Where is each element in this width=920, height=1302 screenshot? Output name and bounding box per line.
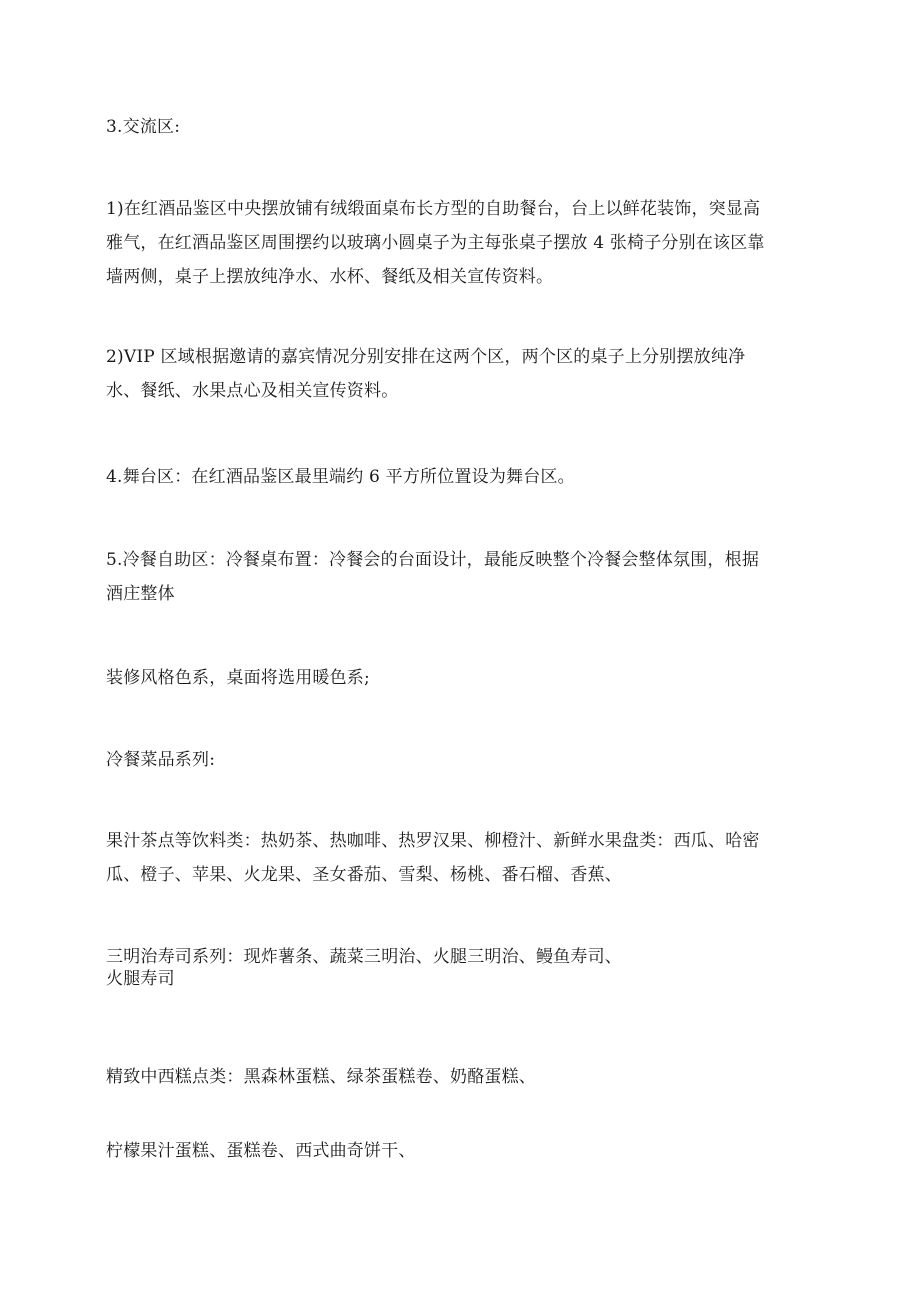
- text-line: 1)在红酒品鉴区中央摆放铺有绒缎面桌布长方型的自助餐台，台上以鲜花装饰，突显高: [106, 199, 761, 219]
- text-line: 柠檬果汁蛋糕、蛋糕卷、西式曲奇饼干、: [106, 1141, 416, 1161]
- paragraph-cold-buffet-area: [106, 543, 818, 611]
- text-line: 装修风格色系，桌面将选用暖色系;: [106, 668, 370, 688]
- paragraph-pastries: [106, 1060, 818, 1094]
- text-line: 3.交流区:: [106, 117, 181, 137]
- text-line: 瓜、橙子、苹果、火龙果、圣女番茄、雪梨、杨桃、番石榴、香蕉、: [106, 865, 622, 885]
- text-line: 墙两侧，桌子上摆放纯净水、水杯、餐纸及相关宣传资料。: [106, 267, 554, 287]
- text-line: 雅气，在红酒品鉴区周围摆约以玻璃小圆桌子为主每张桌子摆放 4 张椅子分别在该区靠: [106, 233, 765, 253]
- text-line: 精致中西糕点类：黑森林蛋糕、绿茶蛋糕卷、奶酪蛋糕、: [106, 1067, 536, 1087]
- text-line: 水、餐纸、水果点心及相关宣传资料。: [106, 381, 399, 401]
- paragraph-wine-tasting-layout: [106, 192, 818, 294]
- heading-exchange-area: [106, 110, 818, 144]
- paragraph-sandwich-sushi: [106, 946, 818, 990]
- text-line: 三明治寿司系列：现炸薯条、蔬菜三明治、火腿三明治、鳗鱼寿司、: [106, 947, 622, 967]
- paragraph-cakes-cookies: [106, 1134, 818, 1168]
- paragraph-vip-area: [106, 340, 818, 408]
- paragraph-decoration-color: [106, 661, 818, 695]
- text-line: 酒庄整体: [106, 584, 175, 604]
- text-line: 果汁茶点等饮料类：热奶茶、热咖啡、热罗汉果、柳橙汁、新鲜水果盘类：西瓜、哈密: [106, 831, 760, 851]
- paragraph-drinks-fruit: [106, 824, 818, 892]
- text-line: 火腿寿司: [106, 969, 175, 989]
- heading-cold-dishes: [106, 743, 818, 777]
- text-line: 冷餐菜品系列:: [106, 750, 216, 770]
- heading-stage-area: [106, 460, 818, 494]
- text-line: 2)VIP 区域根据邀请的嘉宾情况分别安排在这两个区，两个区的桌子上分别摆放纯净: [106, 347, 746, 367]
- text-line: 4.舞台区：在红酒品鉴区最里端约 6 平方所位置设为舞台区。: [106, 467, 575, 487]
- text-line: 5.冷餐自助区：冷餐桌布置：冷餐会的台面设计，最能反映整个冷餐会整体氛围，根据: [106, 550, 760, 570]
